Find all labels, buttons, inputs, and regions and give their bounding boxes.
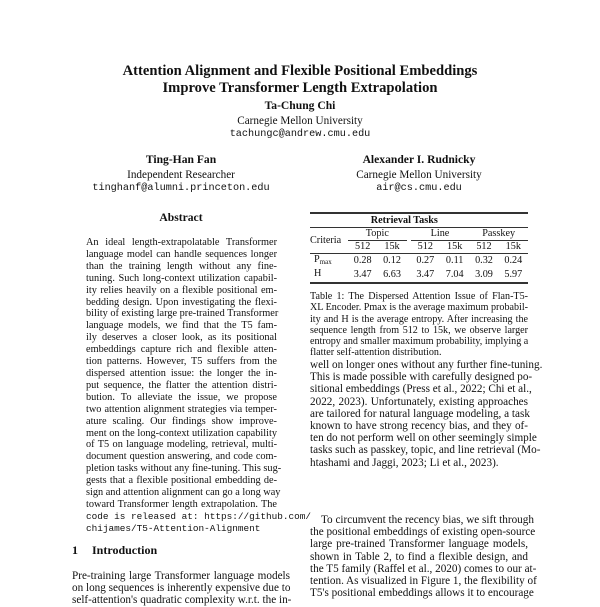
author-name: Ta-Chung Chi <box>264 99 336 112</box>
table-cell: 0.11 <box>445 255 464 266</box>
intro-text <box>72 570 290 607</box>
text-line: 2022, 2023). Unfortunately, existing approaches <box>310 395 528 408</box>
author-block <box>310 153 528 197</box>
paper-title <box>0 63 600 96</box>
text-line: ten do not perform well on other seemingly simple <box>310 432 537 445</box>
table-row-label <box>310 268 348 283</box>
text-line: T5's positional embeddings allows it to encourage <box>310 587 534 600</box>
caption-line <box>310 302 528 313</box>
text-line: language models, we find that the T5 fam- <box>86 320 277 332</box>
text-line: This is made possible with carefully designed po- <box>310 371 533 384</box>
text-line: known to have strong recency bias, and they of- <box>310 420 528 433</box>
section-heading <box>72 543 157 558</box>
text-line: tention. As visualized in Figure 1, the flexibility of <box>310 575 537 588</box>
text-line: large pre-trained Transformer language models, <box>310 538 528 551</box>
text-line: bedding design. Upon investigating the flexi- <box>86 296 277 308</box>
text-line: on long sequences is inherently expensive due to <box>72 582 291 595</box>
author-name: Alexander I. Rudnicky <box>362 153 476 166</box>
caption-line: sequence length from 512 to 15k, we observe larger <box>310 324 528 336</box>
text-line: sign and attention alignment can go a long way <box>86 487 281 499</box>
text-line: document question answering, and code com- <box>86 451 277 463</box>
text-line: ity relies heavily on a flexible positional em- <box>86 284 277 296</box>
author-email[interactable]: air@cs.cmu.edu <box>376 183 462 195</box>
table-cell: 3.09 <box>475 269 493 280</box>
table-cell: 3.47 <box>416 269 435 280</box>
table-cell: 5.97 <box>504 269 523 280</box>
text-line: ature scaling. Our findings show improve- <box>86 415 277 427</box>
table-length-header: 512 <box>417 241 433 252</box>
table-cell: 0.12 <box>383 255 401 266</box>
author-email[interactable]: tachungc@andrew.cmu.edu <box>229 129 371 141</box>
table-row-label <box>310 254 348 269</box>
caption-line: ity and H is the average entropy. After increasing the <box>310 313 528 325</box>
text-line: toward Transformer length extrapolation. The <box>86 498 277 510</box>
table-length-header: 15k <box>447 241 463 252</box>
results-table <box>310 212 528 284</box>
author-email[interactable]: tinghanf@alumni.princeton.edu <box>92 183 270 195</box>
text-line: embeddings capture rich and flexible atten- <box>86 344 277 356</box>
caption-line: entropy and smaller maximum probability, implying a <box>310 336 529 348</box>
section-number: 1 <box>72 543 78 557</box>
table-title: Retrieval Tasks <box>370 215 438 226</box>
text-line: bility of existing large pre-trained Transformer <box>86 308 279 320</box>
code-link-line[interactable]: code is released at: https://github.com/ <box>86 510 312 522</box>
text-line: self-attention's quadratic complexity w.r.t. the in- <box>72 594 292 607</box>
text-line: bution. To alleviate the issue, we propose <box>86 391 277 403</box>
text-line: the T5 family (Raffel et al., 2020) comes to our at- <box>310 562 537 575</box>
text-line: htashami and Jaggi, 2023; Li et al., 2023). <box>310 456 499 469</box>
table-group-header: Topic <box>348 228 407 241</box>
table-cell: 0.28 <box>353 255 372 266</box>
text-line: tuning. Such long-context utilization capabil- <box>86 272 277 284</box>
text-line: tasks such as passkey, topic, and line retrieval (Mo- <box>310 444 541 457</box>
text-line: gests that a flexible positional embedding de- <box>86 475 277 487</box>
caption-line <box>310 291 528 302</box>
caption-text: Table 1: The Dispersed Attention Issue of Flan-T5- <box>310 291 528 302</box>
author-affiliation: Independent Researcher <box>127 168 235 181</box>
text-line: well on longer ones without any further fine-tuning. <box>310 359 543 371</box>
table-cell: 7.04 <box>445 269 464 280</box>
table-cell: 0.27 <box>416 255 435 266</box>
table-length-header: 512 <box>476 241 492 252</box>
text-line: shown in Table 2, to find a flexible design, and <box>310 550 528 563</box>
text-line: are tailored for natural language modeling, a task <box>310 407 530 420</box>
text-line: put sequence, the flatter the attention distri- <box>86 379 277 391</box>
title-line: Attention Alignment and Flexible Positional Embeddings <box>122 63 478 79</box>
text-line: ily deserves a closer look, as its positional <box>86 332 277 344</box>
text-line: dispersed attention issue: the longer the in- <box>86 367 277 379</box>
author-name: Ting-Han Fan <box>145 153 217 166</box>
row-label-text: H <box>314 268 322 279</box>
text-line: the positional embeddings of existing open-source <box>310 526 536 539</box>
row-label-text: P <box>314 254 320 265</box>
title-line: Improve Transformer Length Extrapolation <box>162 79 438 96</box>
text-line: of T5 on language modeling, retrieval, multi- <box>86 439 277 451</box>
text-line: sitional embeddings (Press et al., 2022; Chi et al., <box>310 383 532 396</box>
text-line: pletion tasks without any fine-tuning. This sug- <box>86 463 282 475</box>
text-line: ment on the long-context utilization capability <box>86 427 277 439</box>
text-line: language model can handle sequences longer <box>86 248 277 260</box>
abstract-heading: Abstract <box>159 211 203 224</box>
table-length-header: 512 <box>355 241 371 252</box>
author-affiliation: Carnegie Mellon University <box>237 114 363 127</box>
row-label-subscript: max <box>319 258 332 266</box>
section-title: Introduction <box>92 543 158 557</box>
text-line: two attention alignment strategies via temper- <box>86 403 277 415</box>
text-line: To circumvent the recency bias, we sift through <box>321 514 534 526</box>
text-line: than the training length without any fine- <box>86 260 277 272</box>
text-line: tion patterns. However, T5 suffers from the <box>86 356 277 368</box>
author-affiliation: Carnegie Mellon University <box>356 168 482 181</box>
table-cell: 3.47 <box>353 269 372 280</box>
abstract-text <box>86 237 312 535</box>
author-block <box>72 153 290 197</box>
table-group-header: Line <box>411 228 470 241</box>
table-group-header: Passkey <box>469 228 528 241</box>
code-link-line[interactable]: chijames/T5-Attention-Alignment <box>86 522 261 534</box>
text-line: An ideal length-extrapolatable Transformer <box>86 237 277 248</box>
table-caption <box>310 291 528 359</box>
table-cell: 0.32 <box>475 255 493 266</box>
caption-line: flatter self-attention distribution. <box>310 347 442 359</box>
table-length-header: 15k <box>384 241 400 252</box>
table-cell: 0.24 <box>504 255 523 266</box>
text-line: Pre-training large Transformer language models <box>72 570 290 582</box>
table-cell: 6.63 <box>383 269 401 280</box>
body-paragraph <box>310 514 537 600</box>
caption-text: XL Encoder. Pmax is the average maximum probabil- <box>310 302 528 314</box>
body-paragraph <box>310 359 543 469</box>
table-length-header: 15k <box>505 241 521 252</box>
table-header-criteria: Criteria <box>310 234 342 246</box>
author-block <box>0 99 600 143</box>
